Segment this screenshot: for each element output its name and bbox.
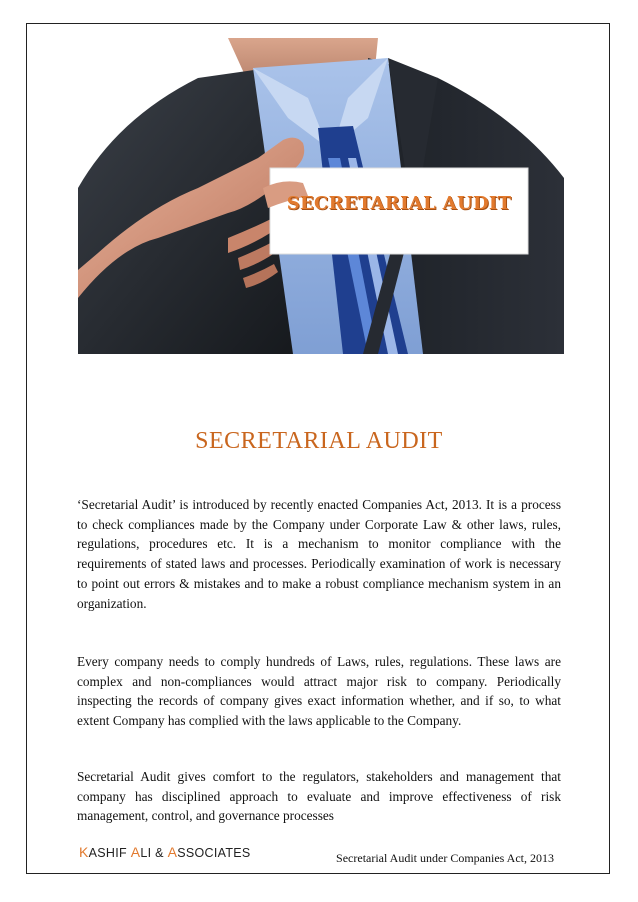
paragraph-intro: ‘Secretarial Audit’ is introduced by recently enacted Companies Act, 2013. It is a process to check compliances made by the Company under Corporate Law & other laws, rules, regulations, procedures etc. It is a mechanism to monitor compliance with the requirements of stated laws and processes. Periodically examination of work is necessary to point out errors & mistakes and to make a robust compliance mechanism system in an organization. bbox=[77, 497, 561, 611]
brand-part: ASHIF bbox=[88, 846, 131, 860]
brand-letter-k: K bbox=[79, 844, 89, 860]
page-title: SECRETARIAL AUDIT bbox=[195, 428, 443, 454]
card-text: SECRETARIAL AUDIT bbox=[286, 193, 512, 214]
paragraph-compliance: Every company needs to comply hundreds of Laws, rules, regulations. These laws are complex and non-compliances would attract major risk to company. Periodically inspecting the records of company gives exact information whether, and if so, to what extent Company has complied with the laws applicable to the Company. bbox=[77, 654, 561, 729]
footer-document-title: Secretarial Audit under Companies Act, 2013 bbox=[336, 851, 554, 865]
brand-part: SSOCIATES bbox=[177, 846, 251, 860]
brand-letter-a: A bbox=[130, 844, 141, 860]
brand-part: LI & bbox=[140, 846, 168, 860]
paragraph-benefits: Secretarial Audit gives comfort to the regulators, stakeholders and management that company has disciplined approach to evaluate and improve effectiveness of risk management, control, and governance processes bbox=[77, 769, 561, 824]
firm-logo-text bbox=[79, 844, 251, 860]
brand-letter-a2: A bbox=[167, 844, 178, 860]
